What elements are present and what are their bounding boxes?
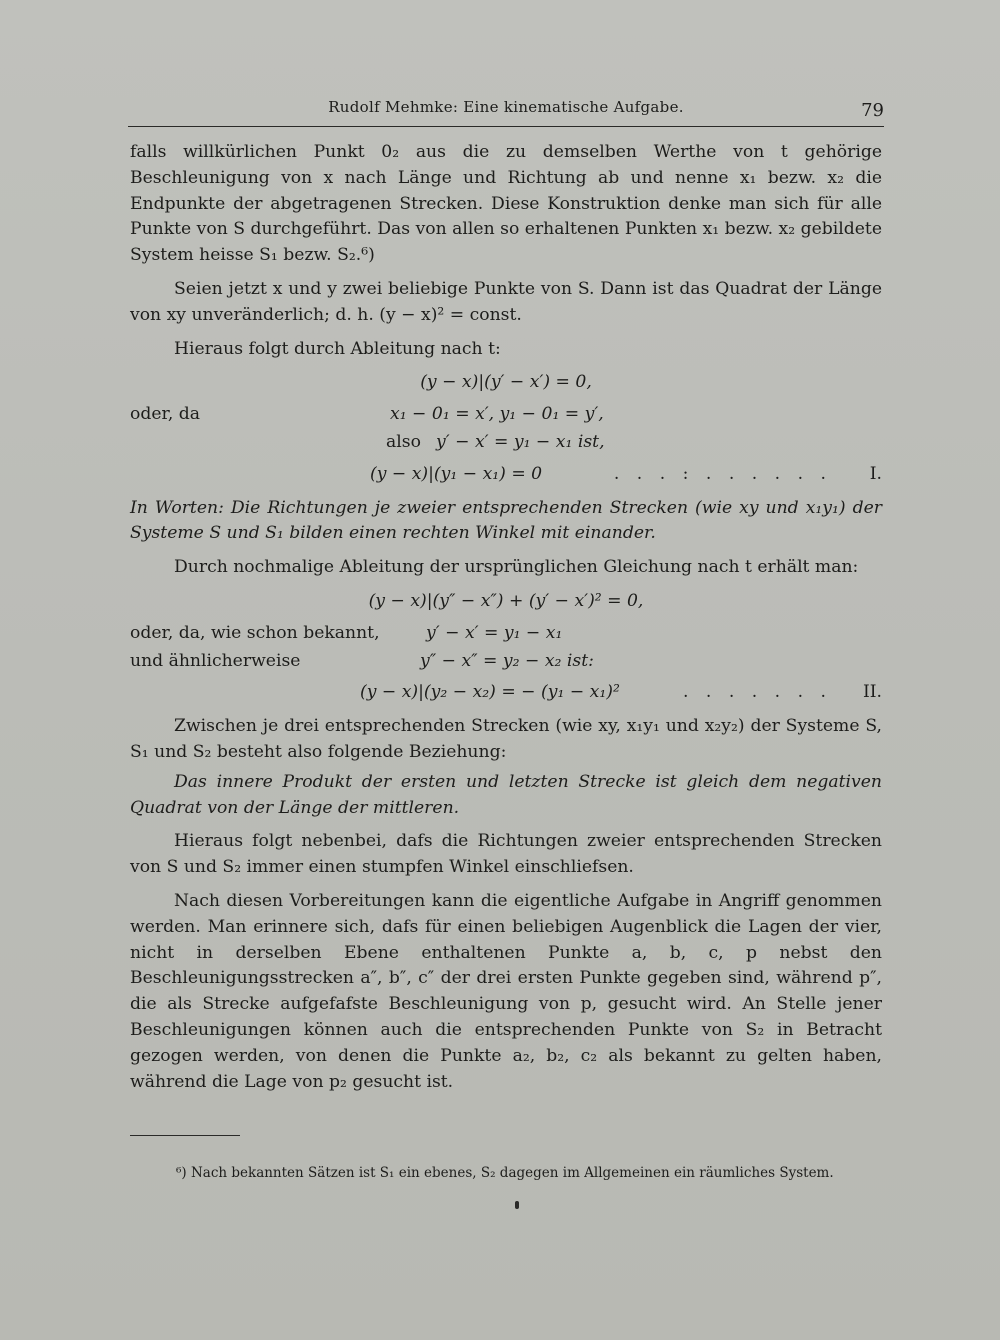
equation-I-leader: . . . : . . . . . . (613, 463, 832, 484)
equation-row-4-expr: y″ − x″ = y₂ − x₂ ist: (420, 650, 594, 671)
equation-row-3 (130, 621, 882, 647)
equation-I-number: I. (869, 463, 882, 484)
equation-II (130, 680, 882, 706)
page-number: 79 (861, 100, 884, 121)
equation-row-1 (130, 402, 882, 428)
equation-II-number: II. (862, 682, 882, 703)
equation-3: (y − x)|(y″ − x″) + (y′ − x′)² = 0, (368, 590, 644, 611)
main-text (130, 140, 882, 1095)
equation-row-2-expr: y′ − x′ = y₁ − x₁ ist, (436, 431, 605, 452)
equation-I-expr: (y − x)|(y₁ − x₁) = 0 (370, 463, 543, 484)
footnote-6: ⁶) Nach bekannten Sätzen ist S₁ ein ebenes, S₂ dagegen im Allgemeinen ein räumliches System. (176, 1165, 834, 1181)
paragraph-5: Durch nochmalige Ableitung der ursprünglichen Gleichung nach t erhält man: (174, 557, 859, 578)
equation-II-expr: (y − x)|(y₂ − x₂) = − (y₁ − x₁)² (360, 682, 620, 703)
paragraph-in-worten: In Worten: Die Richtungen je zweier entsprechenden Strecken (wie xy und x₁y₁) der Systeme S und S₁ bilden einen rechten Winkel mit einander. (130, 497, 882, 544)
paragraph-6: Zwischen je drei entsprechenden Strecken (wie xy, x₁y₁ und x₂y₂) der Systeme S, S₁ und S₂ besteht also folgende Beziehung: (130, 716, 882, 762)
equation-row-2-label: also (386, 431, 421, 452)
paragraph-3: Hieraus folgt durch Ableitung nach t: (174, 338, 501, 359)
equation-I (130, 462, 882, 488)
equation-II-leader: . . . . . . . (682, 682, 832, 703)
paragraph-2: Seien jetzt x und y zwei beliebige Punkte von S. Dann ist das Quadrat der Länge von xy unveränderlich; d. h. (y − x)² = const. (130, 278, 882, 325)
equation-row-3-expr: y′ − x′ = y₁ − x₁ (426, 622, 563, 643)
footnote-rule (130, 1135, 240, 1136)
running-header (128, 96, 884, 127)
paragraph-9: Nach diesen Vorbereitungen kann die eigentliche Aufgabe in Angriff genommen werden. Man erinnere sich, dafs für einen beliebigen Augenblick die Lagen der vier, nicht in derselben Ebene enthaltenen Punkte a, b, c, p nebst den Beschleunigungsstrecken a″, b″, c″ der drei ersten Punkte gegeben sind, während p″, die als Strecke aufgefafste Beschleunigung von p, gesucht wird. An Stelle jener Beschleunigungen können auch die entsprechenden Punkte von S₂ in Betracht gezogen werden, von denen die Punkte a₂, b₂, c₂ als bekannt zu gelten haben, während die Lage von p₂ gesucht ist. (130, 890, 882, 1092)
equation-row-2 (130, 430, 882, 456)
ink-mark (515, 1201, 519, 1209)
paragraph-8: Hieraus folgt nebenbei, dafs die Richtungen zweier entsprechenden Strecken von S und S₂ immer einen stumpfen Winkel einschliefsen. (130, 831, 882, 878)
equation-row-1-label: oder, da (130, 404, 201, 425)
running-title: Rudolf Mehmke: Eine kinematische Aufgabe. (328, 98, 684, 116)
equation-row-3-label: oder, da, wie schon bekannt, (130, 622, 380, 643)
equation-row-4-label: und ähnlicherweise (130, 650, 301, 671)
paragraph-1: falls willkürlichen Punkt 0₂ aus die zu demselben Werthe von t gehörige Beschleunigung von x nach Länge und Richtung ab und nenne x₁ bezw. x₂ die Endpunkte der abgetragenen Strecken. Diese Konstruktion denke man sich für alle Punkte von S durchgeführt. Das von allen so erhaltenen Punkten x₁ bezw. x₂ gebildete System heisse S₁ bezw. S₂.⁶) (130, 142, 882, 266)
equation-row-4 (130, 649, 882, 675)
equation-1: (y − x)|(y′ − x′) = 0, (420, 372, 592, 393)
equation-row-1-expr: x₁ − 0₁ = x′, y₁ − 0₁ = y′, (390, 404, 604, 425)
paragraph-7: Das innere Produkt der ersten und letzten Strecke ist gleich dem negativen Quadrat von der Länge der mittleren. (130, 771, 882, 818)
